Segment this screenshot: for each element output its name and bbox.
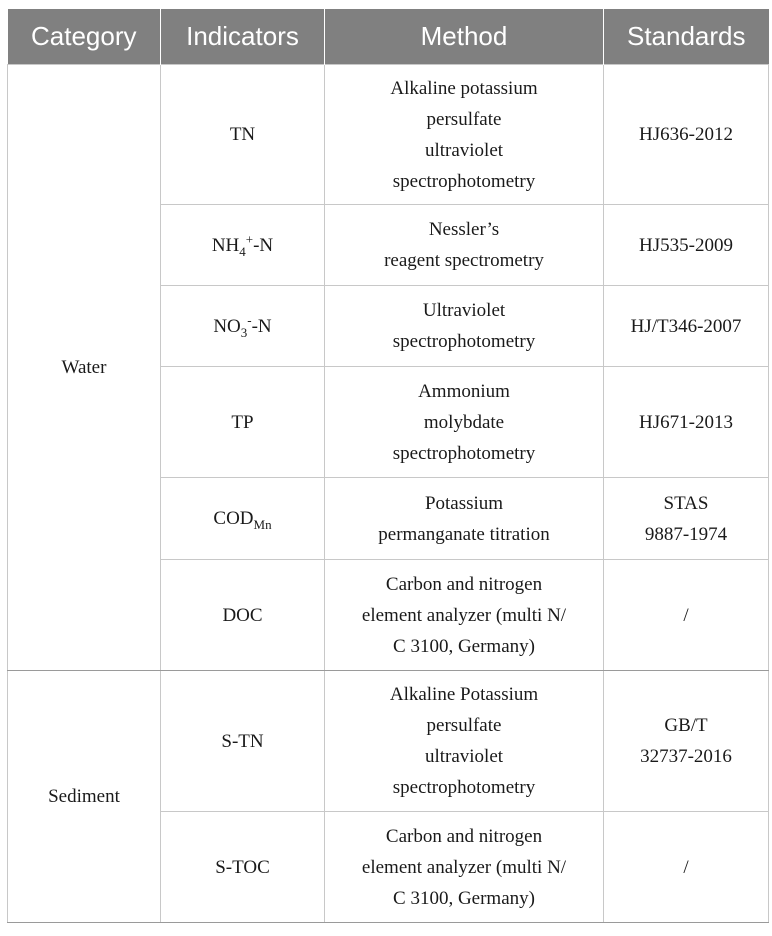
indicator-base: TP <box>231 411 254 433</box>
standard-cell <box>604 478 769 560</box>
indicator-cell <box>161 286 325 367</box>
method-line: permanganate titration <box>378 523 550 545</box>
method-line: Potassium <box>424 492 504 514</box>
method-line: Ultraviolet <box>422 300 506 321</box>
method-line: Carbon and nitrogen <box>385 573 543 595</box>
standard-line: 32737-2016 <box>640 746 732 767</box>
indicator-base: TN <box>229 124 256 145</box>
indicator-subscript: Mn <box>253 516 272 532</box>
method-cell <box>325 286 604 367</box>
indicator-cell <box>161 65 325 205</box>
standard-line: HJ671-2013 <box>639 411 733 433</box>
method-line: element analyzer (multi N/ <box>361 856 567 878</box>
standard-cell <box>604 671 769 812</box>
indicator-cell <box>161 478 325 560</box>
standard-cell <box>604 560 769 671</box>
indicator-suffix: -N <box>251 315 272 337</box>
method-line: Alkaline potassium <box>390 77 538 99</box>
table-header <box>8 9 769 65</box>
indicator-cell <box>161 812 325 923</box>
indicator-cell <box>161 560 325 671</box>
method-line: Ammonium <box>418 380 510 402</box>
table-body <box>8 65 769 923</box>
standard-cell <box>604 286 769 367</box>
method-cell <box>325 65 604 205</box>
indicator-base: NH <box>211 234 240 256</box>
method-line: spectrophotometry <box>392 442 536 464</box>
method-line: ultraviolet <box>424 746 504 767</box>
header-category: Category <box>8 9 161 65</box>
standard-line: HJ636-2012 <box>639 124 733 145</box>
standard-line: GB/T <box>664 715 708 736</box>
indicator-cell <box>161 205 325 286</box>
standard-cell <box>604 65 769 205</box>
table-container <box>7 9 769 923</box>
method-cell <box>325 205 604 286</box>
indicator-base: COD <box>213 508 254 529</box>
table-row <box>8 65 769 205</box>
header-method: Method <box>325 9 604 65</box>
indicator-base: NO <box>213 315 241 337</box>
method-line: molybdate <box>423 411 505 433</box>
method-line: spectrophotometry <box>392 331 536 352</box>
indicator-subscript: 3 <box>240 324 248 340</box>
indicator-cell <box>161 671 325 812</box>
category-cell-sediment: Sediment <box>8 671 161 923</box>
method-line: C 3100, Germany) <box>393 635 535 657</box>
standard-cell <box>604 367 769 478</box>
indicator-base: S-TOC <box>215 856 270 878</box>
indicator-superscript: + <box>245 231 254 247</box>
indicators-methods-table <box>7 9 769 923</box>
standard-line: STAS <box>663 492 709 514</box>
method-line: persulfate <box>426 715 502 736</box>
method-line: element analyzer (multi N/ <box>361 604 567 626</box>
method-cell <box>325 478 604 560</box>
category-cell-water: Water <box>8 65 161 671</box>
indicator-superscript: - <box>247 312 252 328</box>
indicator-base: DOC <box>222 604 263 626</box>
method-line: Carbon and nitrogen <box>385 825 543 847</box>
method-cell <box>325 367 604 478</box>
indicator-suffix: -N <box>253 234 274 256</box>
standard-line: / <box>683 856 689 878</box>
method-line: reagent spectrometry <box>384 250 544 271</box>
standard-line: / <box>683 604 689 626</box>
method-line: spectrophotometry <box>392 170 536 192</box>
header-standards: Standards <box>604 9 769 65</box>
method-line: spectrophotometry <box>392 777 536 798</box>
method-line: Alkaline Potassium <box>389 684 539 705</box>
header-indicators: Indicators <box>161 9 325 65</box>
method-line: C 3100, Germany) <box>393 887 535 909</box>
indicator-cell <box>161 367 325 478</box>
standard-line: HJ/T346-2007 <box>630 315 742 337</box>
standard-line: HJ535-2009 <box>639 234 733 256</box>
indicator-subscript: 4 <box>239 243 246 259</box>
standard-cell <box>604 812 769 923</box>
indicator-base: S-TN <box>221 730 264 752</box>
standard-line: 9887-1974 <box>644 523 728 545</box>
standard-cell <box>604 205 769 286</box>
method-cell <box>325 812 604 923</box>
table-row <box>8 671 769 812</box>
method-line: persulfate <box>426 108 502 130</box>
header-row <box>8 9 769 65</box>
method-line: ultraviolet <box>424 139 504 161</box>
method-cell <box>325 560 604 671</box>
method-line: Nessler’s <box>428 219 500 240</box>
method-cell <box>325 671 604 812</box>
